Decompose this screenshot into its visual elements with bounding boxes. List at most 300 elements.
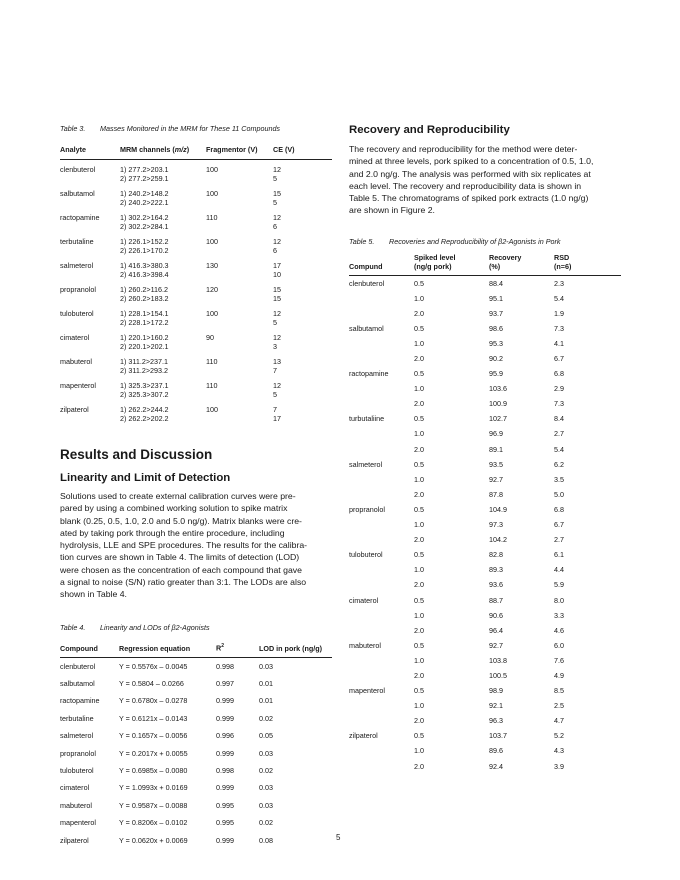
table4-header: $R^2$ bbox=[216, 643, 224, 653]
paragraph-line: tion curves are shown in Table 4. The limits of detection (LOD) bbox=[60, 552, 300, 563]
table-row bbox=[349, 427, 621, 442]
table5-header-rsd bbox=[554, 253, 621, 276]
table-row bbox=[60, 304, 332, 328]
ce-cell bbox=[273, 256, 332, 280]
table5-label: Table 5. bbox=[349, 237, 375, 246]
analyte-cell: salbutamol bbox=[60, 188, 95, 198]
compound-cell bbox=[349, 336, 414, 351]
paragraph-line: are shown in Figure 2. bbox=[349, 205, 435, 216]
ce-value-1: 13 bbox=[273, 356, 281, 366]
recovery-cell: 96.9 bbox=[489, 429, 503, 439]
compound-cell: mabuterol bbox=[60, 800, 92, 810]
mrm-channels-cell bbox=[120, 256, 206, 280]
table-row bbox=[60, 232, 332, 256]
spiked-level-cell: 1.0 bbox=[414, 520, 424, 530]
rsd-cell: 6.0 bbox=[554, 640, 564, 650]
compound-cell: clenbuterol bbox=[60, 661, 96, 671]
table4-header-row bbox=[60, 639, 332, 657]
ce-value-1: 15 bbox=[273, 188, 281, 198]
compound-cell bbox=[349, 563, 414, 578]
table-row bbox=[60, 159, 332, 184]
mrm-channels-cell bbox=[120, 232, 206, 256]
spiked-level-cell: 0.5 bbox=[414, 459, 424, 469]
rsd-cell: 3.5 bbox=[554, 474, 564, 484]
table-row bbox=[60, 256, 332, 280]
mrm-channel-1: 1) 260.2>116.2 bbox=[120, 284, 169, 294]
rsd-cell: 7.3 bbox=[554, 323, 564, 333]
table5-header-rsd-1: RSD bbox=[554, 253, 570, 262]
analyte-cell: mabuterol bbox=[60, 356, 92, 366]
compound-cell bbox=[349, 578, 414, 593]
mrm-channel-2: 2) 240.2>222.1 bbox=[120, 198, 169, 207]
compound-cell bbox=[349, 608, 414, 623]
table4 bbox=[60, 639, 332, 849]
ce-value-1: 12 bbox=[273, 236, 281, 246]
rsd-cell: 5.0 bbox=[554, 489, 564, 499]
compound-cell bbox=[349, 291, 414, 306]
recovery-cell: 96.3 bbox=[489, 716, 503, 726]
regression-cell: Y = 0.8206x – 0.0102 bbox=[119, 818, 188, 828]
compound-cell: propranolol bbox=[349, 504, 385, 514]
spiked-level-cell: 0.5 bbox=[414, 323, 424, 333]
spiked-level-cell: 0.5 bbox=[414, 369, 424, 379]
mrm-channel-1: 1) 262.2>244.2 bbox=[120, 404, 169, 414]
r2-cell: 0.998 bbox=[216, 661, 234, 671]
spiked-level-cell: 0.5 bbox=[414, 504, 424, 514]
paragraph-line: blank (0.25, 0.5, 1.0, 2.0 and 5.0 ng/g). Matrix blanks were cre- bbox=[60, 515, 302, 526]
table-row bbox=[349, 306, 621, 321]
compound-cell bbox=[349, 759, 414, 774]
analyte-cell: ractopamine bbox=[60, 212, 100, 222]
mrm-channel-2: 2) 311.2>293.2 bbox=[120, 366, 169, 375]
paragraph-line: mined at three levels, pork spiked to a concentration of 0.5, 1.0, bbox=[349, 156, 594, 167]
ce-cell bbox=[273, 208, 332, 232]
rsd-cell: 4.7 bbox=[554, 716, 564, 726]
compound-cell bbox=[349, 714, 414, 729]
table3-header: MRM channels (m/z) bbox=[120, 144, 190, 154]
table-row bbox=[60, 831, 332, 848]
r2-cell: 0.999 bbox=[216, 748, 234, 758]
table-row bbox=[349, 472, 621, 487]
mrm-channels-cell bbox=[120, 280, 206, 304]
analyte-cell: cimaterol bbox=[60, 332, 90, 342]
recovery-cell: 96.4 bbox=[489, 625, 503, 635]
recovery-cell: 103.8 bbox=[489, 655, 507, 665]
table-row bbox=[60, 184, 332, 208]
paragraph-line: pared by using a combined working solution to spike matrix bbox=[60, 503, 288, 514]
results-paragraph bbox=[60, 490, 345, 601]
table-row bbox=[60, 779, 332, 796]
table-row bbox=[349, 684, 621, 699]
compound-cell bbox=[349, 699, 414, 714]
compound-cell bbox=[349, 382, 414, 397]
compound-cell bbox=[349, 397, 414, 412]
table-row bbox=[349, 321, 621, 336]
regression-cell: Y = 0.6985x – 0.0080 bbox=[119, 766, 188, 776]
table3-header: CE (V) bbox=[273, 144, 295, 154]
mrm-channel-1: 1) 277.2>203.1 bbox=[120, 164, 169, 174]
compound-cell bbox=[349, 518, 414, 533]
fragmentor-cell: 90 bbox=[206, 332, 214, 342]
recovery-heading: Recovery and Reproducibility bbox=[349, 124, 510, 136]
spiked-level-cell: 1.0 bbox=[414, 701, 424, 711]
table-row bbox=[60, 675, 332, 692]
spiked-level-cell: 1.0 bbox=[414, 746, 424, 756]
page-number: 5 bbox=[336, 833, 341, 842]
rsd-cell: 1.9 bbox=[554, 308, 564, 318]
rsd-cell: 7.3 bbox=[554, 399, 564, 409]
ce-cell bbox=[273, 376, 332, 400]
mrm-channel-2: 2) 220.1>202.1 bbox=[120, 342, 169, 351]
rsd-cell: 6.7 bbox=[554, 354, 564, 364]
compound-cell bbox=[349, 487, 414, 502]
compound-cell bbox=[349, 442, 414, 457]
table4-header: Compound bbox=[60, 643, 98, 653]
compound-cell: ractopamine bbox=[349, 369, 389, 379]
ce-cell bbox=[273, 159, 332, 184]
table-row bbox=[349, 578, 621, 593]
table4-title: Linearity and LODs of β2-Agonists bbox=[100, 623, 210, 632]
compound-cell: mapenterol bbox=[60, 818, 96, 828]
compound-cell: mabuterol bbox=[349, 640, 381, 650]
mrm-channel-1: 1) 311.2>237.1 bbox=[120, 356, 169, 366]
ce-value-1: 12 bbox=[273, 332, 281, 342]
spiked-level-cell: 0.5 bbox=[414, 550, 424, 560]
table3-header: Fragmentor (V) bbox=[206, 144, 258, 154]
regression-cell: Y = 0.9587x – 0.0088 bbox=[119, 800, 188, 810]
mrm-channels-cell bbox=[120, 208, 206, 232]
rsd-cell: 5.4 bbox=[554, 444, 564, 454]
spiked-level-cell: 1.0 bbox=[414, 384, 424, 394]
ce-value-2: 3 bbox=[273, 342, 277, 351]
ce-cell bbox=[273, 184, 332, 208]
table-row bbox=[349, 563, 621, 578]
table-row bbox=[60, 814, 332, 831]
rsd-cell: 8.0 bbox=[554, 595, 564, 605]
fragmentor-cell: 110 bbox=[206, 356, 218, 366]
table-row bbox=[349, 367, 621, 382]
spiked-level-cell: 2.0 bbox=[414, 670, 424, 680]
mrm-channels-cell bbox=[120, 328, 206, 352]
table-row bbox=[349, 729, 621, 744]
rsd-cell: 7.6 bbox=[554, 655, 564, 665]
ce-value-2: 5 bbox=[273, 390, 277, 399]
compound-cell: zilpaterol bbox=[349, 731, 378, 741]
spiked-level-cell: 1.0 bbox=[414, 429, 424, 439]
table-row bbox=[60, 710, 332, 727]
r2-cell: 0.999 bbox=[216, 713, 234, 723]
ce-value-2: 6 bbox=[273, 246, 277, 255]
spiked-level-cell: 2.0 bbox=[414, 580, 424, 590]
ce-cell bbox=[273, 232, 332, 256]
paragraph-line: shown in Table 4. bbox=[60, 589, 127, 600]
table-row bbox=[349, 668, 621, 683]
ce-value-1: 17 bbox=[273, 260, 281, 270]
paragraph-line: and 2.0 ng/g. The analysis was performed with six replicates at bbox=[349, 168, 591, 179]
table-row bbox=[349, 336, 621, 351]
mrm-channel-2: 2) 228.1>172.2 bbox=[120, 318, 169, 327]
mrm-channels-cell bbox=[120, 376, 206, 400]
compound-cell: terbutaline bbox=[60, 713, 94, 723]
table3-title: Masses Monitored in the MRM for These 11 Compounds bbox=[100, 124, 281, 133]
recovery-cell: 87.8 bbox=[489, 489, 503, 499]
ce-value-2: 5 bbox=[273, 198, 277, 207]
rsd-cell: 4.6 bbox=[554, 625, 564, 635]
r2-cell: 0.999 bbox=[216, 783, 234, 793]
recovery-cell: 92.7 bbox=[489, 474, 503, 484]
spiked-level-cell: 0.5 bbox=[414, 278, 424, 288]
compound-cell: cimaterol bbox=[60, 783, 90, 793]
table5-header-row bbox=[349, 253, 621, 276]
rsd-cell: 3.9 bbox=[554, 761, 564, 771]
table4-label: Table 4. bbox=[60, 623, 86, 632]
table5-header-spiked-2: (ng/g pork) bbox=[414, 262, 452, 271]
spiked-level-cell: 2.0 bbox=[414, 625, 424, 635]
mrm-channels-cell bbox=[120, 400, 206, 424]
rsd-cell: 2.5 bbox=[554, 701, 564, 711]
ce-cell bbox=[273, 352, 332, 376]
lod-cell: 0.03 bbox=[259, 800, 273, 810]
r2-cell: 0.998 bbox=[216, 766, 234, 776]
rsd-cell: 2.3 bbox=[554, 278, 564, 288]
compound-cell: salmeterol bbox=[349, 459, 383, 469]
paragraph-line: each level. The recovery and reproducibility data is shown in bbox=[349, 180, 582, 191]
lod-cell: 0.03 bbox=[259, 783, 273, 793]
table-row bbox=[60, 657, 332, 675]
table3-caption bbox=[60, 124, 280, 133]
table5-body bbox=[349, 276, 621, 775]
table-row bbox=[60, 744, 332, 761]
table-row bbox=[60, 797, 332, 814]
r2-cell: 0.995 bbox=[216, 818, 234, 828]
lod-cell: 0.01 bbox=[259, 679, 273, 689]
linearity-subheading: Linearity and Limit of Detection bbox=[60, 472, 231, 484]
rsd-cell: 4.9 bbox=[554, 670, 564, 680]
ce-value-2: 5 bbox=[273, 174, 277, 183]
recovery-cell: 104.2 bbox=[489, 535, 507, 545]
spiked-level-cell: 0.5 bbox=[414, 595, 424, 605]
compound-cell bbox=[349, 668, 414, 683]
recovery-cell: 82.8 bbox=[489, 550, 503, 560]
compound-cell: zilpaterol bbox=[60, 835, 89, 845]
analyte-cell: mapenterol bbox=[60, 380, 96, 390]
recovery-cell: 104.9 bbox=[489, 504, 507, 514]
rsd-cell: 2.9 bbox=[554, 384, 564, 394]
table5-header-rsd-2: (n=6) bbox=[554, 262, 572, 271]
table3 bbox=[60, 143, 332, 424]
lod-cell: 0.03 bbox=[259, 661, 273, 671]
compound-cell: clenbuterol bbox=[349, 278, 385, 288]
spiked-level-cell: 2.0 bbox=[414, 354, 424, 364]
table5-title: Recoveries and Reproducibility of β2-Agonists in Pork bbox=[389, 237, 561, 246]
spiked-level-cell: 1.0 bbox=[414, 338, 424, 348]
rsd-cell: 8.4 bbox=[554, 414, 564, 424]
table3-header: Analyte bbox=[60, 144, 86, 154]
recovery-paragraph bbox=[349, 143, 634, 217]
spiked-level-cell: 1.0 bbox=[414, 565, 424, 575]
regression-cell: Y = 0.6780x – 0.0278 bbox=[119, 696, 188, 706]
table-row bbox=[349, 699, 621, 714]
recovery-cell: 89.6 bbox=[489, 746, 503, 756]
r2-cell: 0.997 bbox=[216, 679, 234, 689]
compound-cell bbox=[349, 744, 414, 759]
fragmentor-cell: 100 bbox=[206, 164, 218, 174]
mrm-channel-2: 2) 416.3>398.4 bbox=[120, 270, 169, 279]
compound-cell bbox=[349, 427, 414, 442]
r2-cell: 0.999 bbox=[216, 835, 234, 845]
table-row bbox=[349, 457, 621, 472]
ce-value-1: 12 bbox=[273, 308, 281, 318]
lod-cell: 0.02 bbox=[259, 818, 273, 828]
ce-cell bbox=[273, 280, 332, 304]
rsd-cell: 2.7 bbox=[554, 535, 564, 545]
table-row bbox=[60, 692, 332, 709]
compound-cell: salbutamol bbox=[349, 323, 384, 333]
table5-header-spiked bbox=[414, 253, 489, 276]
lod-cell: 0.02 bbox=[259, 713, 273, 723]
mrm-channel-1: 1) 325.3>237.1 bbox=[120, 380, 169, 390]
recovery-cell: 93.5 bbox=[489, 459, 503, 469]
ce-value-1: 7 bbox=[273, 404, 277, 414]
recovery-cell: 93.6 bbox=[489, 580, 503, 590]
compound-cell bbox=[349, 306, 414, 321]
paragraph-line: were chosen as the concentration of each compound that gave bbox=[60, 564, 302, 575]
r2-cell: 0.995 bbox=[216, 800, 234, 810]
recovery-cell: 90.6 bbox=[489, 610, 503, 620]
analyte-cell: tulobuterol bbox=[60, 308, 94, 318]
mrm-channel-2: 2) 277.2>259.1 bbox=[120, 174, 169, 183]
table-row bbox=[60, 400, 332, 424]
regression-cell: Y = 1.0993x + 0.0169 bbox=[119, 783, 188, 793]
paragraph-line: Table 5. The chromatograms of spiked pork extracts (1.0 ng/g) bbox=[349, 193, 589, 204]
mrm-channel-1: 1) 416.3>380.3 bbox=[120, 260, 169, 270]
spiked-level-cell: 1.0 bbox=[414, 293, 424, 303]
spiked-level-cell: 2.0 bbox=[414, 399, 424, 409]
ce-value-1: 12 bbox=[273, 164, 281, 174]
results-heading: Results and Discussion bbox=[60, 447, 213, 462]
ce-cell bbox=[273, 328, 332, 352]
compound-cell bbox=[349, 623, 414, 638]
table-row bbox=[349, 487, 621, 502]
lod-cell: 0.08 bbox=[259, 835, 273, 845]
spiked-level-cell: 0.5 bbox=[414, 731, 424, 741]
mrm-channel-1: 1) 240.2>148.2 bbox=[120, 188, 169, 198]
rsd-cell: 6.8 bbox=[554, 504, 564, 514]
rsd-cell: 6.2 bbox=[554, 459, 564, 469]
mrm-channels-cell bbox=[120, 184, 206, 208]
ce-value-2: 5 bbox=[273, 318, 277, 327]
recovery-cell: 89.1 bbox=[489, 444, 503, 454]
recovery-cell: 95.9 bbox=[489, 369, 503, 379]
table5-header-recovery-1: Recovery bbox=[489, 253, 522, 262]
fragmentor-cell: 100 bbox=[206, 188, 218, 198]
fragmentor-cell: 100 bbox=[206, 308, 218, 318]
mrm-channel-1: 1) 302.2>164.2 bbox=[120, 212, 169, 222]
spiked-level-cell: 2.0 bbox=[414, 761, 424, 771]
compound-cell: salbutamol bbox=[60, 679, 95, 689]
compound-cell: turbutaliine bbox=[349, 414, 385, 424]
ce-cell bbox=[273, 400, 332, 424]
regression-cell: Y = 0.5576x – 0.0045 bbox=[119, 661, 188, 671]
spiked-level-cell: 2.0 bbox=[414, 489, 424, 499]
regression-cell: Y = 0.5804 – 0.0266 bbox=[119, 679, 184, 689]
rsd-cell: 4.4 bbox=[554, 565, 564, 575]
recovery-cell: 103.6 bbox=[489, 384, 507, 394]
compound-cell bbox=[349, 653, 414, 668]
mrm-channel-1: 1) 228.1>154.1 bbox=[120, 308, 169, 318]
recovery-cell: 92.7 bbox=[489, 640, 503, 650]
r2-cell: 0.999 bbox=[216, 696, 234, 706]
spiked-level-cell: 0.5 bbox=[414, 414, 424, 424]
fragmentor-cell: 120 bbox=[206, 284, 218, 294]
mrm-channel-2: 2) 226.1>170.2 bbox=[120, 246, 169, 255]
spiked-level-cell: 0.5 bbox=[414, 640, 424, 650]
compound-cell bbox=[349, 472, 414, 487]
spiked-level-cell: 2.0 bbox=[414, 308, 424, 318]
recovery-cell: 103.7 bbox=[489, 731, 507, 741]
table-row bbox=[349, 276, 621, 292]
mrm-channel-2: 2) 302.2>284.1 bbox=[120, 222, 169, 231]
table-row bbox=[349, 744, 621, 759]
table-row bbox=[60, 280, 332, 304]
recovery-cell: 93.7 bbox=[489, 308, 503, 318]
ce-value-1: 15 bbox=[273, 284, 281, 294]
spiked-level-cell: 1.0 bbox=[414, 610, 424, 620]
table-row bbox=[349, 533, 621, 548]
compound-cell: propranolol bbox=[60, 748, 96, 758]
rsd-cell: 6.7 bbox=[554, 520, 564, 530]
lod-cell: 0.05 bbox=[259, 731, 273, 741]
table-row bbox=[60, 328, 332, 352]
paragraph-line: Solutions used to create external calibration curves were pre- bbox=[60, 491, 296, 501]
table3-label: Table 3. bbox=[60, 124, 86, 133]
rsd-cell: 2.7 bbox=[554, 429, 564, 439]
table-row bbox=[60, 208, 332, 232]
spiked-level-cell: 2.0 bbox=[414, 535, 424, 545]
fragmentor-cell: 110 bbox=[206, 212, 218, 222]
table3-body bbox=[60, 159, 332, 424]
analyte-cell: clenbuterol bbox=[60, 164, 96, 174]
recovery-cell: 92.1 bbox=[489, 701, 503, 711]
ce-value-1: 12 bbox=[273, 380, 281, 390]
rsd-cell: 5.4 bbox=[554, 293, 564, 303]
recovery-cell: 88.7 bbox=[489, 595, 503, 605]
table5-header-recovery bbox=[489, 253, 554, 276]
paragraph-line: ated by taking pork through the entire procedure, including bbox=[60, 527, 285, 538]
recovery-cell: 89.3 bbox=[489, 565, 503, 575]
spiked-level-cell: 0.5 bbox=[414, 686, 424, 696]
recovery-cell: 100.5 bbox=[489, 670, 507, 680]
table4-body bbox=[60, 657, 332, 849]
rsd-cell: 5.2 bbox=[554, 731, 564, 741]
compound-cell: ractopamine bbox=[60, 696, 100, 706]
table-row bbox=[349, 623, 621, 638]
table-row bbox=[349, 548, 621, 563]
ce-value-1: 12 bbox=[273, 212, 281, 222]
recovery-cell: 88.4 bbox=[489, 278, 503, 288]
table5-header-spiked-1: Spiked level bbox=[414, 253, 456, 262]
mrm-channels-cell bbox=[120, 304, 206, 328]
analyte-cell: terbutaline bbox=[60, 236, 94, 246]
regression-cell: Y = 0.1657x – 0.0056 bbox=[119, 731, 188, 741]
table-row bbox=[349, 442, 621, 457]
lod-cell: 0.02 bbox=[259, 766, 273, 776]
rsd-cell: 8.5 bbox=[554, 686, 564, 696]
rsd-cell: 5.9 bbox=[554, 580, 564, 590]
recovery-cell: 98.9 bbox=[489, 686, 503, 696]
paragraph-line: a signal to noise (S/N) ratio greater than 3:1. The LODs are also bbox=[60, 577, 307, 588]
rsd-cell: 3.3 bbox=[554, 610, 564, 620]
